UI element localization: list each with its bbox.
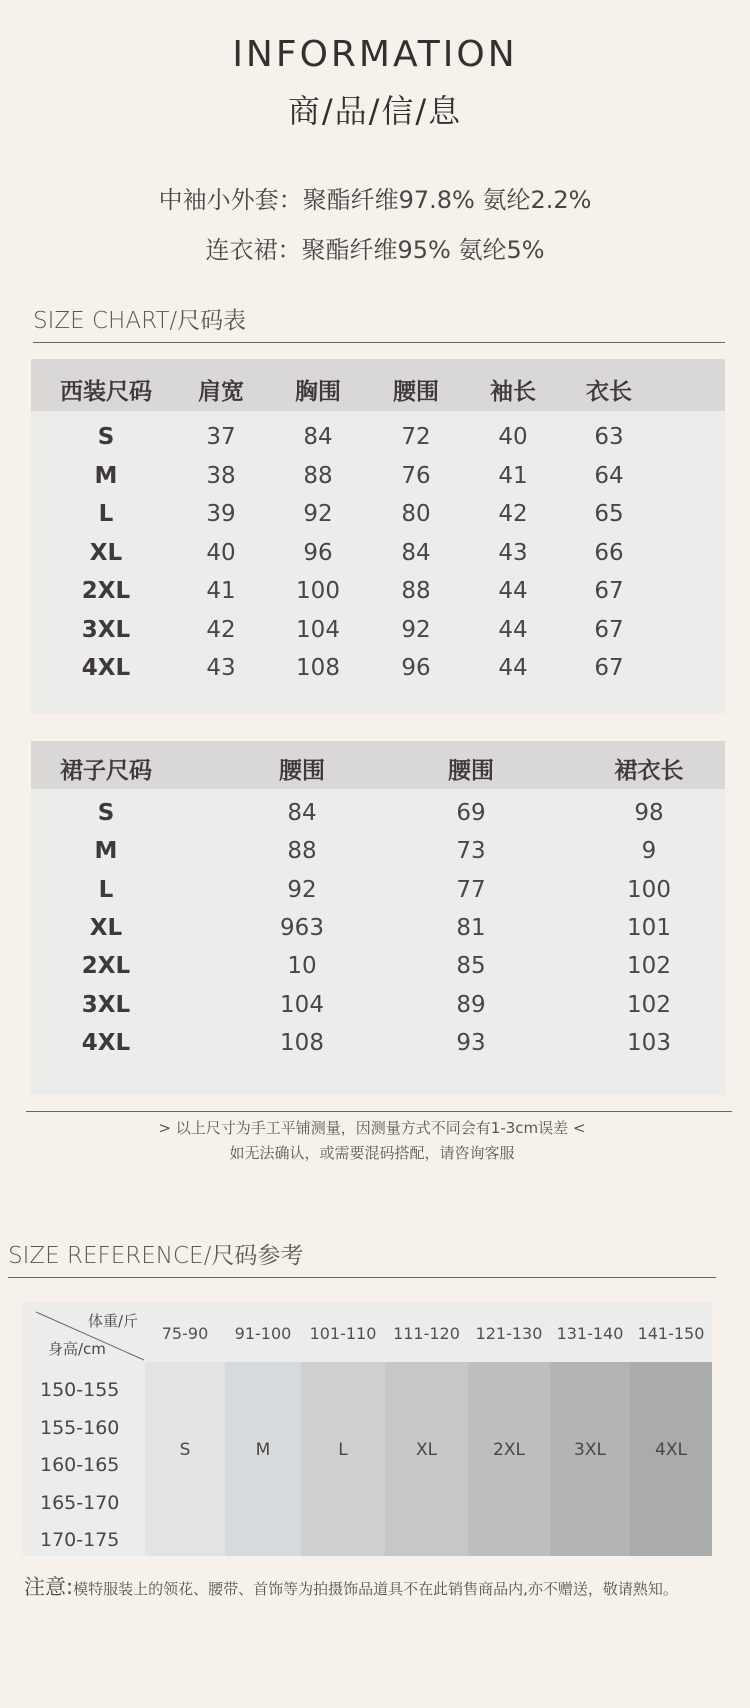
height-range-label: 170-175	[40, 1529, 120, 1551]
footer-note	[24, 1571, 678, 1601]
height-axis-label: 身高/cm	[48, 1340, 106, 1358]
size-reference-divider	[8, 1277, 716, 1278]
skirt-table-cell: 10	[287, 953, 317, 980]
material-dress: 连衣裙：聚酯纤维95% 氨纶5%	[205, 236, 545, 264]
weight-range-label: 101-110	[309, 1324, 377, 1343]
skirt-size-table	[31, 741, 725, 1095]
skirt-table-cell: 85	[456, 953, 486, 980]
footer-lead: 注意:	[24, 1575, 74, 1599]
recommended-size-label: 4XL	[655, 1440, 687, 1460]
weight-range-label: 75-90	[161, 1324, 209, 1343]
skirt-table-cell: 84	[287, 800, 317, 826]
recommended-size-label: M	[255, 1440, 271, 1460]
measure-note: > 以上尺寸为手工平铺测量，因测量方式不同会有1-3cm误差 <	[158, 1119, 586, 1137]
recommended-size-label: 3XL	[574, 1440, 606, 1460]
skirt-table-cell: 77	[456, 876, 486, 903]
skirt-table-cell: 963	[280, 914, 324, 941]
size-reference-heading: SIZE REFERENCE/尺码参考	[8, 1243, 304, 1269]
weight-range-label: 121-130	[475, 1324, 543, 1343]
weight-range-label: 111-120	[393, 1324, 460, 1343]
weight-range-label: 141-150	[637, 1324, 705, 1343]
skirt-table-cell: 101	[627, 914, 671, 941]
suit-table-cell: 80	[401, 501, 431, 527]
suit-table-cell: 67	[594, 578, 624, 604]
suit-table-cell: 88	[303, 462, 333, 489]
suit-header-cell: 胸围	[295, 379, 341, 405]
skirt-table-cell: 9	[641, 838, 657, 865]
skirt-table-cell: 92	[287, 876, 317, 903]
skirt-size-label: 4XL	[81, 1029, 131, 1056]
skirt-table-cell: 108	[280, 1029, 324, 1056]
suit-table-cell: 92	[401, 616, 431, 643]
suit-table-cell: 44	[498, 578, 528, 604]
skirt-size-label: 3XL	[81, 991, 131, 1018]
suit-table-cell: 96	[303, 539, 333, 566]
size-chart-divider	[33, 342, 725, 343]
skirt-size-label: 2XL	[81, 953, 131, 980]
suit-table-cell: 63	[594, 424, 624, 450]
skirt-header-cell: 腰围	[448, 758, 494, 784]
recommended-size-label: L	[338, 1440, 348, 1460]
weight-axis-label: 体重/斤	[88, 1312, 139, 1330]
suit-table-cell: 108	[296, 655, 340, 681]
skirt-header-cell: 裙衣长	[614, 758, 684, 784]
height-range-label: 155-160	[40, 1416, 120, 1439]
suit-table-cell: 44	[498, 616, 528, 643]
suit-table-cell: 104	[296, 616, 340, 643]
suit-table-cell: 96	[401, 655, 431, 681]
weight-range-label: 131-140	[556, 1324, 624, 1343]
suit-size-label: M	[94, 462, 118, 489]
suit-table-cell: 67	[594, 616, 624, 643]
height-range-label: 160-165	[40, 1454, 120, 1476]
suit-size-label: 4XL	[81, 655, 131, 681]
suit-table-cell: 41	[206, 578, 236, 604]
material-jacket: 中袖小外套：聚酯纤维97.8% 氨纶2.2%	[158, 186, 592, 214]
skirt-table-cell: 100	[627, 876, 671, 903]
height-range-label: 165-170	[40, 1491, 120, 1514]
suit-table-cell: 39	[206, 501, 236, 527]
suit-table-cell: 67	[594, 655, 624, 681]
skirt-table-cell: 81	[456, 914, 486, 941]
skirt-header-cell: 腰围	[279, 758, 325, 784]
skirt-size-label: M	[94, 838, 118, 865]
height-range-label: 150-155	[40, 1379, 120, 1401]
suit-size-label: 3XL	[81, 616, 131, 643]
contact-note: 如无法确认，或需要混码搭配，请咨询客服	[229, 1144, 515, 1162]
size-reference-grid	[22, 1302, 712, 1556]
recommended-size-label: 2XL	[493, 1440, 525, 1460]
weight-range-label: 91-100	[234, 1324, 292, 1343]
suit-table-cell: 100	[296, 578, 340, 604]
skirt-header-cell: 裙子尺码	[60, 758, 152, 784]
skirt-table-cell: 103	[627, 1029, 671, 1056]
suit-table-cell: 65	[594, 501, 624, 527]
skirt-table-cell: 98	[634, 800, 664, 826]
recommended-size-label: S	[179, 1440, 191, 1460]
skirt-table-cell: 102	[627, 953, 671, 980]
suit-table-cell: 66	[594, 539, 624, 566]
suit-table-cell: 72	[401, 424, 431, 450]
suit-table-cell: 40	[498, 424, 528, 450]
recommended-size-label: XL	[415, 1440, 438, 1460]
suit-table-cell: 40	[206, 539, 236, 566]
page-title-en: INFORMATION	[232, 34, 518, 75]
skirt-table-cell: 88	[287, 838, 317, 865]
suit-header-cell: 西装尺码	[60, 379, 152, 405]
skirt-table-cell: 69	[456, 800, 486, 826]
suit-table-cell: 42	[498, 501, 528, 527]
footer-text: 模特服装上的领花、腰带、首饰等为拍摄饰品道具不在此销售商品内,亦不赠送，敬请熟知。	[73, 1580, 678, 1598]
suit-table-cell: 43	[206, 655, 236, 681]
suit-table-cell: 84	[401, 539, 431, 566]
suit-size-label: XL	[89, 539, 123, 566]
suit-size-label: 2XL	[81, 578, 131, 604]
size-chart-heading: SIZE CHART/尺码表	[33, 308, 247, 334]
suit-size-label: S	[97, 424, 115, 450]
suit-size-label: L	[98, 501, 114, 527]
suit-table-cell: 76	[401, 462, 431, 489]
suit-header-cell: 衣长	[586, 379, 632, 405]
suit-header-cell: 腰围	[393, 379, 439, 405]
suit-header-cell: 肩宽	[198, 379, 244, 405]
skirt-table-cell: 93	[456, 1029, 486, 1056]
suit-table-cell: 42	[206, 616, 236, 643]
notes-divider	[26, 1111, 732, 1112]
suit-table-cell: 88	[401, 578, 431, 604]
suit-table-cell: 43	[498, 539, 528, 566]
suit-table-cell: 44	[498, 655, 528, 681]
skirt-size-label: XL	[89, 914, 123, 941]
page-title-cn: 商/品/信/息	[287, 92, 463, 130]
suit-table-cell: 37	[206, 424, 236, 450]
skirt-table-cell: 89	[456, 991, 486, 1018]
skirt-size-label: L	[98, 876, 114, 903]
skirt-table-cell: 104	[280, 991, 324, 1018]
suit-size-table	[31, 359, 725, 714]
suit-table-cell: 84	[303, 424, 333, 450]
skirt-table-cell: 73	[456, 838, 486, 865]
suit-table-cell: 38	[206, 462, 236, 489]
skirt-size-label: S	[97, 800, 115, 826]
suit-table-cell: 41	[498, 462, 528, 489]
suit-table-cell: 64	[594, 462, 624, 489]
suit-header-cell: 袖长	[490, 379, 536, 405]
skirt-table-cell: 102	[627, 991, 671, 1018]
suit-table-cell: 92	[303, 501, 333, 527]
